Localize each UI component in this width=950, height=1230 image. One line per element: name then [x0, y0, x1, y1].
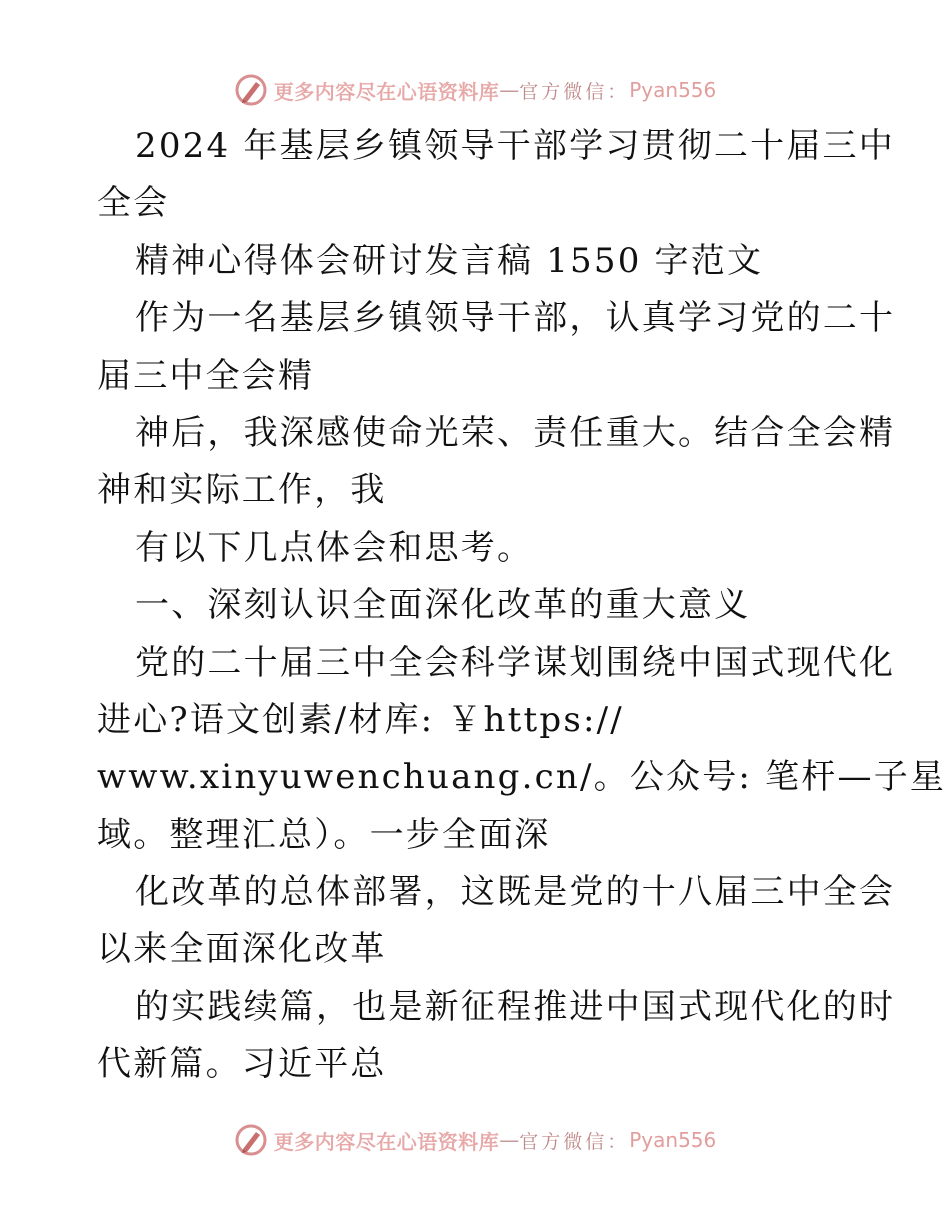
- banner-separator: —: [499, 1128, 520, 1152]
- paragraph-line: 域。整理汇总）。一步全面深: [97, 814, 551, 855]
- paragraph-line: 的实践续篇，也是新征程推进中国式现代化的时: [135, 986, 896, 1027]
- section-heading: 一、深刻认识全面深化改革的重大意义: [135, 585, 751, 626]
- document-body: [97, 118, 947, 1094]
- paragraph-line: 神和实际工作，我: [97, 470, 387, 511]
- paragraph-line: 进心?语文创素/材库: ￥https://: [97, 699, 624, 740]
- wechat-label: 官方微信：: [519, 80, 630, 103]
- library-text: 更多内容尽在心语资料库: [273, 1129, 500, 1154]
- wechat-label: 官方微信：: [519, 1130, 630, 1153]
- library-text: 更多内容尽在心语资料库: [273, 79, 500, 104]
- paragraph-line: 作为一名基层乡镇领导干部，认真学习党的二十: [135, 298, 896, 339]
- banner-separator: —: [499, 78, 520, 102]
- paragraph-line: 代新篇。习近平总: [97, 1044, 387, 1085]
- paragraph-line: 有以下几点体会和思考。: [135, 527, 534, 568]
- wechat-id: Pyan556: [629, 78, 717, 102]
- paragraph-line: 神后，我深感使命光荣、责任重大。结合全会精: [135, 412, 896, 453]
- wechat-id: Pyan556: [629, 1128, 717, 1152]
- pen-logo-icon: [234, 73, 268, 107]
- header-banner: [0, 70, 950, 110]
- subtitle-line: 精神心得体会研讨发言稿 1550 字范文: [135, 240, 764, 281]
- paragraph-line: 化改革的总体部署，这既是党的十八届三中全会: [135, 872, 896, 913]
- paragraph-line: 以来全面深化改革: [97, 929, 387, 970]
- title-line: 全会: [97, 183, 170, 224]
- paragraph-line: 届三中全会精: [97, 355, 315, 396]
- title-line: 2024 年基层乡镇领导干部学习贯彻二十届三中: [135, 126, 895, 166]
- paragraph-line: www.xinyuwenchuang.cn/。公众号: 笔杆—子星: [97, 757, 947, 798]
- footer-banner: [0, 1120, 950, 1160]
- pen-logo-icon: [234, 1123, 268, 1157]
- paragraph-line: 党的二十届三中全会科学谋划围绕中国式现代化: [135, 642, 896, 683]
